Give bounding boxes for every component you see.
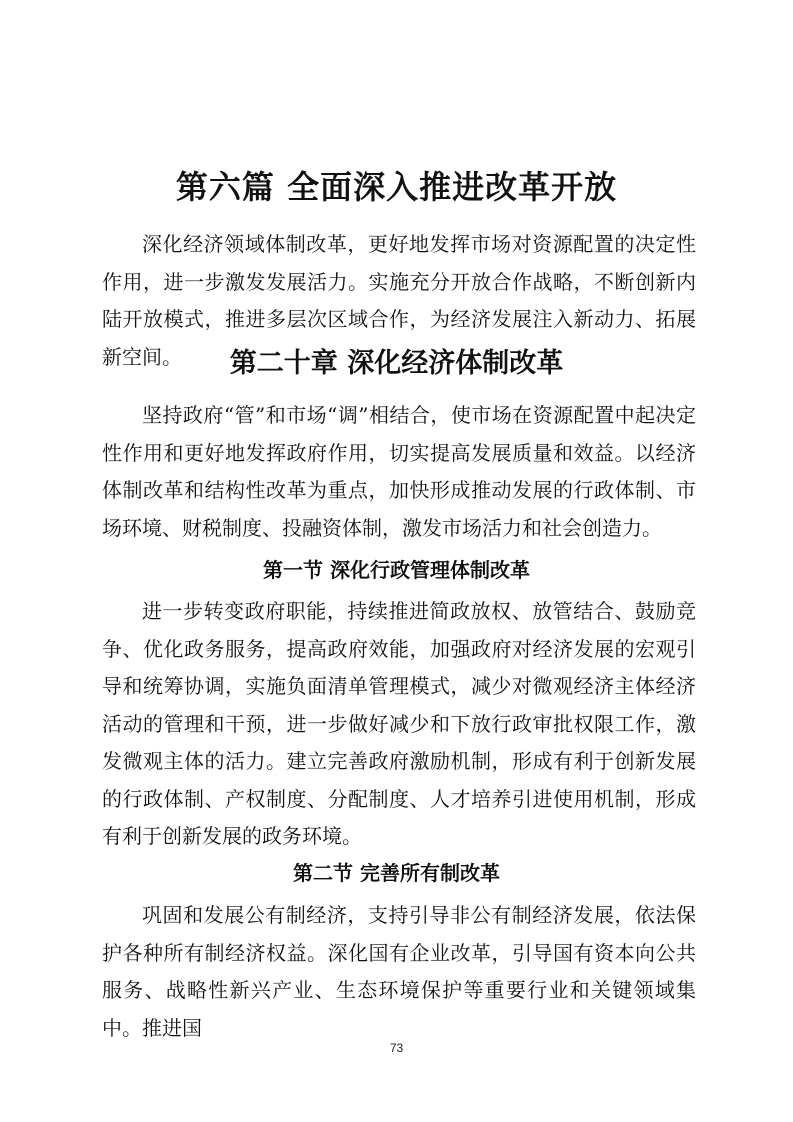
chapter-intro-paragraph: 坚持政府“管”和市场“调”相结合，使市场在资源配置中起决定性作用和更好地发挥政府作用，切实提高发展质量和效益。以经济体制改革和结构性改革为重点，加快形成推动发展的行政体制、市场环境、财税制度、投融资体制，激发市场活力和社会创造力。 xyxy=(102,403,696,540)
section-2-paragraph: 巩固和发展公有制经济，支持引导非公有制经济发展，依法保护各种所有制经济权益。深化国有企业改革，引导国有资本向公共服务、战略性新兴产业、生态环境保护等重要行业和关键领域集中。推进国 xyxy=(102,903,696,1040)
part-title: 第六篇 全面深入推进改革开放 xyxy=(175,168,618,206)
section-2-title: 第二节 完善所有制改革 xyxy=(293,861,500,885)
section-1-title: 第一节 深化行政管理体制改革 xyxy=(263,558,530,582)
part-intro-paragraph: 深化经济领域体制改革，更好地发挥市场对资源配置的决定性作用，进一步激发发展活力。实施充分开放合作战略，不断创新内陆开放模式，推进多层次区域合作，为经济发展注入新动力、拓展新空间。 xyxy=(102,232,696,369)
page-number: 73 xyxy=(389,1041,404,1055)
chapter-title: 第二十章 深化经济体制改革 xyxy=(229,348,564,379)
section-1-paragraph: 进一步转变政府职能，持续推进简政放权、放管结合、鼓励竞争、优化政务服务，提高政府效能，加强政府对经济发展的宏观引导和统筹协调，实施负面清单管理模式，减少对微观经济主体经济活动的管理和干预，进一步做好减少和下放行政审批权限工作，激发微观主体的活力。建立完善政府激励机制，形成有利于创新发展的行政体制、产权制度、分配制度、人才培养引进使用机制，形成有利于创新发展的政务环境。 xyxy=(102,599,696,848)
